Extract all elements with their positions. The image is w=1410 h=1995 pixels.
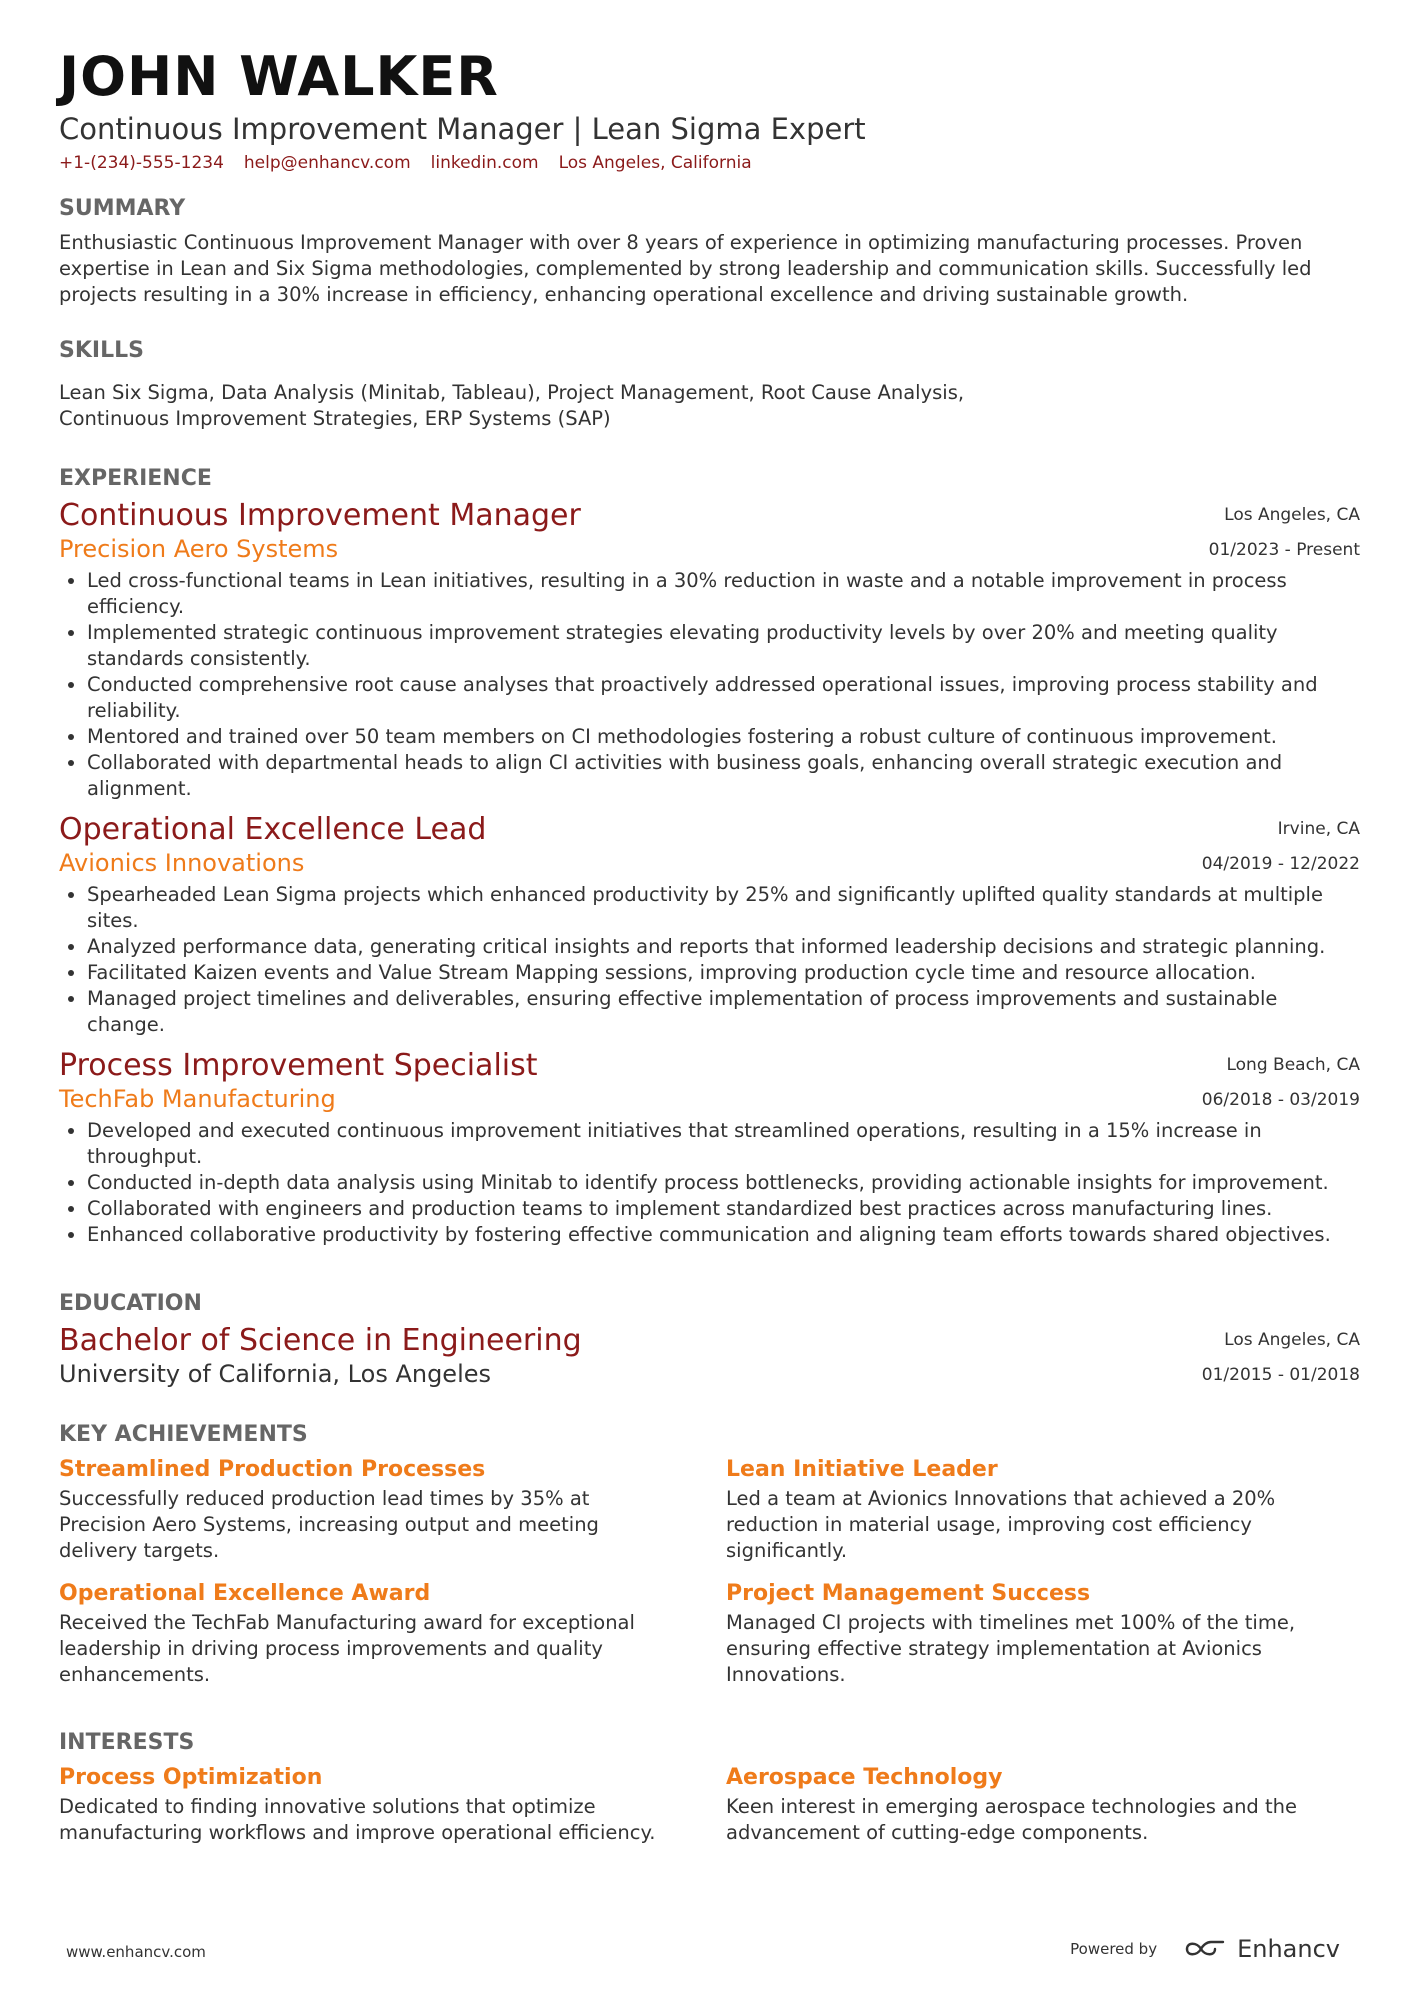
job-location: Irvine, CA [1277, 819, 1360, 839]
job-entry [59, 498, 1360, 802]
job-bullets [59, 568, 1360, 802]
skills-line: Lean Six Sigma, Data Analysis (Minitab, Tableau), Project Management, Root Cause Analysis, [59, 381, 965, 404]
education-entry [59, 1323, 1360, 1389]
achievement-item [59, 1454, 726, 1578]
enhancv-logo-icon [1183, 1937, 1227, 1961]
job-dates: 01/2023 - Present [1208, 540, 1360, 560]
job-meta [1202, 1048, 1360, 1118]
achievement-item [726, 1454, 1360, 1578]
achievements-section [59, 1420, 1360, 1702]
job-location: Los Angeles, CA [1224, 505, 1360, 525]
school-name: University of California, Los Angeles [59, 1360, 492, 1388]
powered-by-label: Powered by [1070, 1940, 1158, 1958]
interests-section [59, 1728, 1360, 1860]
interests-grid [59, 1762, 1360, 1860]
job-bullet: • Mentored and trained over 50 team members on CI methodologies fostering a robust culture of continuous improvement. [87, 724, 1360, 750]
job-bullet: • Enhanced collaborative productivity by fostering effective communication and aligning team efforts towards shared objectives. [87, 1222, 1360, 1248]
job-title: Process Improvement Specialist [59, 1048, 538, 1083]
achievement-item [726, 1578, 1360, 1702]
footer-website[interactable]: www.enhancv.com [66, 1943, 206, 1961]
interest-item [59, 1762, 726, 1860]
education-section [59, 1289, 1360, 1389]
job-bullet: • Collaborated with departmental heads to align CI activities with business goals, enhancing overall strategic execution and alignment. [87, 750, 1360, 802]
job-title: Operational Excellence Lead [59, 812, 487, 847]
brand-link[interactable] [1183, 1935, 1340, 1963]
education-location: Los Angeles, CA [1224, 1330, 1360, 1350]
job-location: Long Beach, CA [1226, 1055, 1360, 1075]
job-bullet: • Led cross-functional teams in Lean initiatives, resulting in a 30% reduction in waste and a notable improvement in process efficiency. [87, 568, 1360, 620]
resume-page [59, 44, 1360, 1844]
job-meta [1209, 498, 1360, 568]
candidate-name: JOHN WALKER [59, 45, 499, 108]
job-entry [59, 1048, 1360, 1248]
summary-text: Enthusiastic Continuous Improvement Manager with over 8 years of experience in optimizing manufacturing processes. Proven expertise in Lean and Six Sigma methodologies, complemented by strong leadership and communication skills. Successfully led projects resulting in a 30% increase in efficiency, enhancing operational excellence and driving sustainable growth. [59, 231, 1312, 306]
job-company: TechFab Manufacturing [59, 1085, 336, 1113]
skills-line: Continuous Improvement Strategies, ERP Systems (SAP) [59, 407, 611, 430]
achievement-desc: Led a team at Avionics Innovations that achieved a 20% reduction in material usage, improving cost efficiency significantly. [726, 1487, 1276, 1562]
achievement-desc: Received the TechFab Manufacturing award for exceptional leadership in driving process improvements and quality enhancements. [59, 1611, 635, 1686]
education-dates: 01/2015 - 01/2018 [1201, 1365, 1360, 1385]
brand-name: Enhancv [1237, 1935, 1340, 1963]
interest-title: Aerospace Technology [726, 1765, 1003, 1790]
summary-section [59, 194, 1360, 308]
interest-desc: Keen interest in emerging aerospace technologies and the advancement of cutting-edge components. [726, 1795, 1298, 1844]
skills-section [59, 336, 1360, 432]
section-title-skills: SKILLS [59, 338, 144, 363]
achievement-desc: Managed CI projects with timelines met 100% of the time, ensuring effective strategy implementation at Avionics Innovations. [726, 1611, 1296, 1686]
email-link[interactable]: help@enhancv.com [243, 153, 411, 173]
job-entry [59, 812, 1360, 1038]
candidate-title: Continuous Improvement Manager | Lean Sigma Expert [59, 112, 866, 146]
interest-desc: Dedicated to finding innovative solutions that optimize manufacturing workflows and improve operational efficiency. [59, 1795, 656, 1844]
job-company: Precision Aero Systems [59, 535, 339, 563]
section-title-experience: EXPERIENCE [59, 466, 212, 491]
location-text: Los Angeles, California [558, 153, 752, 173]
section-title-interests: INTERESTS [59, 1730, 195, 1755]
achievement-desc: Successfully reduced production lead times by 35% at Precision Aero Systems, increasing output and meeting delivery targets. [59, 1487, 599, 1562]
job-bullets [59, 882, 1360, 1038]
job-meta [1202, 812, 1360, 882]
job-dates: 06/2018 - 03/2019 [1201, 1090, 1360, 1110]
interest-item [726, 1762, 1360, 1860]
job-bullet: • Managed project timelines and deliverables, ensuring effective implementation of process improvements and sustainable change. [87, 986, 1360, 1038]
interest-title: Process Optimization [59, 1765, 323, 1790]
achievement-title: Streamlined Production Processes [59, 1457, 486, 1482]
job-bullet: • Collaborated with engineers and production teams to implement standardized best practices across manufacturing lines. [87, 1196, 1360, 1222]
experience-section [59, 464, 1360, 1248]
section-title-education: EDUCATION [59, 1291, 202, 1316]
footer-branding [1070, 1935, 1340, 1963]
achievement-title: Project Management Success [726, 1581, 1091, 1606]
job-dates: 04/2019 - 12/2022 [1201, 854, 1360, 874]
job-title: Continuous Improvement Manager [59, 498, 581, 533]
degree-title: Bachelor of Science in Engineering [59, 1323, 582, 1358]
linkedin-link[interactable]: linkedin.com [430, 153, 539, 173]
job-bullet: • Developed and executed continuous improvement initiatives that streamlined operations, resulting in a 15% increase in throughput. [87, 1118, 1360, 1170]
section-title-summary: SUMMARY [59, 196, 186, 221]
achievement-item [59, 1578, 726, 1702]
job-bullet: • Conducted in-depth data analysis using Minitab to identify process bottlenecks, providing actionable insights for improvement. [87, 1170, 1360, 1196]
job-company: Avionics Innovations [59, 849, 305, 877]
section-title-achievements: KEY ACHIEVEMENTS [59, 1422, 308, 1447]
phone-link[interactable]: +1-(234)-555-1234 [59, 153, 224, 173]
job-bullet: • Implemented strategic continuous improvement strategies elevating productivity levels by over 20% and meeting quality standards consistently. [87, 620, 1360, 672]
achievement-title: Operational Excellence Award [59, 1581, 431, 1606]
achievement-title: Lean Initiative Leader [726, 1457, 998, 1482]
contact-info [59, 150, 1360, 176]
job-bullet: • Analyzed performance data, generating critical insights and reports that informed leadership decisions and strategic planning. [87, 934, 1360, 960]
job-bullet: • Facilitated Kaizen events and Value Stream Mapping sessions, improving production cycle time and resource allocation. [87, 960, 1360, 986]
job-bullets [59, 1118, 1360, 1248]
achievements-grid [59, 1454, 1360, 1702]
job-bullet: • Conducted comprehensive root cause analyses that proactively addressed operational issues, improving process stability and reliability. [87, 672, 1360, 724]
job-bullet: • Spearheaded Lean Sigma projects which enhanced productivity by 25% and significantly uplifted quality standards at multiple sites. [87, 882, 1360, 934]
education-meta [1202, 1323, 1360, 1393]
